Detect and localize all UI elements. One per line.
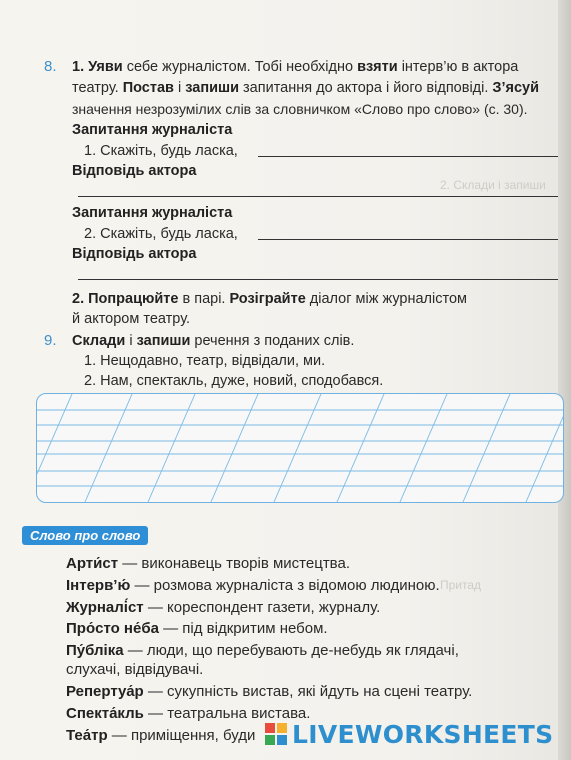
task8-line2 <box>72 79 539 97</box>
keyword: Склади <box>72 333 126 349</box>
answer-line[interactable] <box>258 239 558 240</box>
sentence-words: 1. Нещодавно, театр, відвідали, ми. <box>84 353 326 369</box>
keyword: запиши <box>185 80 239 96</box>
answer-heading: Відповідь актора <box>72 163 197 179</box>
liveworksheets-logo <box>264 720 553 748</box>
glossary-entry <box>66 727 255 745</box>
page-binding-shadow <box>558 0 571 760</box>
glossary-badge: Слово про слово <box>22 526 148 545</box>
answer-line[interactable] <box>258 156 558 157</box>
part-number: 2. <box>72 291 85 307</box>
glossary-term: Про́сто не́ба <box>66 620 159 637</box>
glossary-entry <box>66 555 350 573</box>
task8-part2-line2: й актором театру. <box>72 311 191 327</box>
instruction-text: в парі. <box>182 291 226 307</box>
glossary-entry <box>66 599 380 617</box>
answer-line[interactable] <box>78 196 558 197</box>
instruction-text: театру. <box>72 80 119 96</box>
glossary-term: Теа́тр <box>66 727 108 744</box>
show-through-text: 2. Склади і запиши <box>440 178 546 192</box>
show-through-text: Притад <box>440 578 482 592</box>
glossary-definition: — сукупність вистав, які йдуть на сцені театру. <box>147 683 473 700</box>
instruction-text: інтерв’ю в актора <box>401 59 519 75</box>
question-heading: Запитання журналіста <box>72 205 233 221</box>
handwriting-grid[interactable] <box>36 393 564 503</box>
keyword: запиши <box>136 333 191 349</box>
liveworksheets-wordmark: LIVEWORKSHEETS <box>292 719 554 749</box>
sentence-words: 2. Нам, спектакль, дуже, новий, сподобався. <box>84 373 384 389</box>
glossary-definition: — театральна вистава. <box>148 705 311 722</box>
task-number: 8. <box>44 58 57 75</box>
keyword: Постав <box>122 80 174 96</box>
glossary-entry <box>66 620 328 638</box>
keyword: Попрацюйте <box>88 291 179 307</box>
glossary-definition: — розмова журналіста з відомою людиною. <box>134 577 440 594</box>
glossary-entry-continuation <box>66 661 203 679</box>
part-number: 1. <box>72 59 85 75</box>
glossary-term: Спекта́кль <box>66 705 144 722</box>
answer-heading: Відповідь актора <box>72 246 197 262</box>
keyword: взяти <box>357 59 398 75</box>
question-heading: Запитання журналіста <box>72 122 233 138</box>
question-prompt: 1. Скажіть, будь ласка, <box>84 143 238 159</box>
task-number: 9. <box>44 332 57 349</box>
answer-line[interactable] <box>78 279 558 280</box>
instruction-text: себе журналістом. Тобі необхідно <box>126 59 354 75</box>
glossary-term: Арти́ст <box>66 555 119 572</box>
instruction-text: запитання до актора і його відповіді. <box>243 80 489 96</box>
task8-part2-line1 <box>72 290 467 308</box>
task8-line3: значення незрозумілих слів за словничком «Слово про слово» (с. 30). <box>72 101 528 117</box>
glossary-definition: — люди, що перебувають де-небудь як глядачі, <box>127 642 459 659</box>
glossary-term: Пу́бліка <box>66 642 124 659</box>
instruction-text: і <box>129 333 133 349</box>
keyword: Уяви <box>88 59 123 75</box>
keyword: З’ясуй <box>492 80 540 96</box>
glossary-definition: слухачі, відвідувачі. <box>66 661 204 678</box>
liveworksheets-icon <box>264 722 288 746</box>
instruction-text: діалог між журналістом <box>309 291 467 307</box>
glossary-entry <box>66 683 472 701</box>
glossary-entry <box>66 642 459 660</box>
handwriting-grid-lines <box>37 394 563 502</box>
glossary-definition: — приміщення, буди <box>111 727 256 744</box>
glossary-term: Журналі́ст <box>66 599 144 616</box>
instruction-text: речення з поданих слів. <box>194 333 355 349</box>
glossary-definition: — кореспондент газети, журналу. <box>147 599 381 616</box>
glossary-definition: — під відкритим небом. <box>163 620 328 637</box>
glossary-term: Інтерв’ю́ <box>66 577 131 594</box>
task9-instruction <box>72 332 354 350</box>
keyword: Розіграйте <box>229 291 306 307</box>
glossary-term: Репертуа́р <box>66 683 144 700</box>
task8-line1 <box>72 58 518 76</box>
glossary-entry <box>66 577 440 595</box>
glossary-definition: — виконавець творів мистецтва. <box>122 555 350 572</box>
instruction-text: і <box>177 80 182 96</box>
question-prompt: 2. Скажіть, будь ласка, <box>84 226 238 242</box>
